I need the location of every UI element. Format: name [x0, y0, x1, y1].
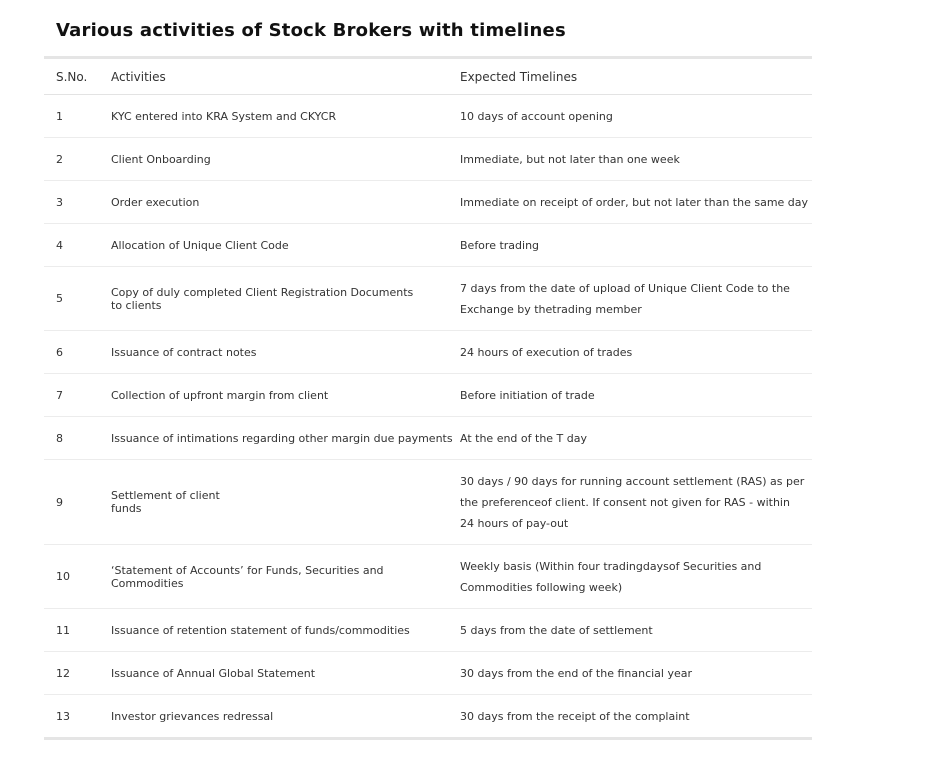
row-timeline — [460, 331, 812, 374]
row-timeline — [460, 545, 812, 609]
row-timeline — [460, 95, 812, 138]
timeline-line: At the end of the T day — [460, 431, 588, 445]
row-sno: 9 — [44, 460, 111, 545]
timelines-table — [44, 59, 812, 737]
row-timeline — [460, 652, 812, 695]
row-activity — [111, 138, 460, 181]
timeline-line: Commodities following week) — [460, 580, 623, 594]
table-row — [44, 181, 812, 224]
timeline-line: Before trading — [460, 238, 540, 252]
row-activity — [111, 374, 460, 417]
timeline-line: Exchange by thetrading member — [460, 302, 642, 316]
row-timeline — [460, 460, 812, 545]
activity-line: Issuance of contract notes — [111, 345, 257, 359]
row-sno: 13 — [56, 709, 70, 723]
timeline-line: 24 hours of pay-out — [460, 516, 569, 530]
row-activity — [111, 417, 460, 460]
timeline-line: Weekly basis (Within four tradingdaysof Securities and — [460, 559, 762, 573]
table-row — [44, 545, 812, 609]
row-timeline — [460, 609, 812, 652]
timeline-line: Immediate, but not later than one week — [460, 152, 680, 166]
table-body — [44, 95, 812, 738]
row-sno: 2 — [44, 138, 111, 181]
row-sno: 8 — [44, 417, 111, 460]
row-timeline — [460, 695, 812, 738]
row-sno: 10 — [44, 545, 111, 609]
row-activity — [111, 331, 460, 374]
row-sno: 12 — [44, 652, 111, 695]
activity-line: Investor grievances redressal — [111, 709, 274, 723]
activity-line: Order execution — [111, 195, 200, 209]
header-activities: Activities — [111, 59, 460, 95]
timeline-line: 30 days / 90 days for running account settlement (RAS) as per — [460, 474, 805, 488]
row-timeline — [460, 374, 812, 417]
activity-line: Copy of duly completed Client Registration Documents — [111, 285, 414, 299]
activity-line: KYC entered into KRA System and CKYCR — [111, 109, 337, 123]
row-sno: 1 — [44, 95, 111, 138]
row-activity — [111, 695, 460, 738]
timeline-line: Before initiation of trade — [460, 388, 595, 402]
row-sno: 11 — [44, 609, 111, 652]
row-activity — [111, 181, 460, 224]
table-header-row — [44, 59, 812, 95]
table-row — [44, 138, 812, 181]
activity-line: Settlement of client — [111, 489, 220, 502]
timeline-line: 7 days from the date of upload of Unique Client Code to the — [460, 281, 790, 295]
table-row — [44, 417, 812, 460]
row-timeline — [460, 224, 812, 267]
timeline-line: 10 days of account opening — [460, 109, 613, 123]
table-row — [44, 374, 812, 417]
timelines-table-container — [44, 56, 812, 740]
table-row — [44, 95, 812, 138]
timeline-line: 30 days from the end of the financial year — [460, 666, 693, 680]
page-title: Various activities of Stock Brokers with timelines — [56, 20, 566, 41]
row-activity — [111, 652, 460, 695]
activity-line: Issuance of retention statement of funds/commodities — [111, 623, 410, 637]
header-sno: S.No. — [44, 59, 111, 95]
row-timeline — [460, 138, 812, 181]
row-timeline — [460, 181, 812, 224]
table-row — [44, 652, 812, 695]
row-sno: 6 — [44, 331, 111, 374]
activity-line: funds — [111, 502, 142, 515]
row-activity — [111, 460, 460, 545]
table-row — [44, 331, 812, 374]
row-sno: 5 — [44, 267, 111, 331]
table-bottom-rule — [44, 737, 812, 740]
table-row — [44, 460, 812, 545]
row-sno: 3 — [44, 181, 111, 224]
table-row — [44, 224, 812, 267]
activity-line: Issuance of Annual Global Statement — [111, 666, 316, 680]
activity-line: Issuance of intimations regarding other margin due payments — [111, 431, 453, 445]
row-timeline — [460, 267, 812, 331]
activity-line: ‘Statement of Accounts’ for Funds, Securities and — [111, 563, 384, 577]
timeline-line: 30 days from the receipt of the complaint — [460, 709, 690, 723]
table-row — [44, 609, 812, 652]
timeline-line: the preferenceof client. If consent not given for RAS - within — [460, 495, 790, 509]
activity-line: to clients — [111, 298, 162, 312]
row-activity — [111, 267, 460, 331]
activity-line: Allocation of Unique Client Code — [111, 238, 289, 252]
row-timeline — [460, 417, 812, 460]
timeline-line: Immediate on receipt of order, but not later than the same day — [460, 195, 809, 209]
row-activity — [111, 95, 460, 138]
timeline-line: 5 days from the date of settlement — [460, 623, 653, 637]
row-sno: 4 — [44, 224, 111, 267]
activity-line: Client Onboarding — [111, 152, 211, 166]
table-row — [44, 695, 812, 738]
table-row — [44, 267, 812, 331]
activity-line: Collection of upfront margin from client — [111, 388, 329, 402]
timeline-line: 24 hours of execution of trades — [460, 345, 633, 359]
row-activity — [111, 545, 460, 609]
row-activity — [111, 609, 460, 652]
row-sno: 7 — [44, 374, 111, 417]
activity-line: Commodities — [111, 576, 184, 590]
header-timelines: Expected Timelines — [460, 59, 812, 95]
row-activity — [111, 224, 460, 267]
